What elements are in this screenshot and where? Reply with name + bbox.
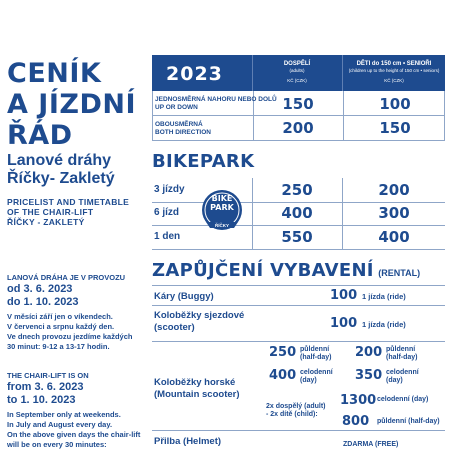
unit-line: (half-day) bbox=[386, 354, 418, 361]
mtb-half-child-price: 200 bbox=[355, 345, 383, 360]
mtb-half-adult-unit bbox=[300, 346, 332, 362]
english-schedule bbox=[7, 371, 149, 450]
mtb-full-child-price: 350 bbox=[355, 368, 383, 383]
schedule-text: 30 minut: 9-12 a 13-17 hodin. bbox=[7, 342, 110, 351]
return-label bbox=[155, 121, 211, 137]
schedule-to: to 1. 10. 2023 bbox=[7, 394, 76, 406]
unit-line: celodenní bbox=[386, 369, 419, 376]
scooter-label-line: Koloběžky sjezdové bbox=[154, 310, 245, 321]
price-table-header bbox=[152, 55, 445, 91]
return-child-price: 150 bbox=[379, 119, 411, 137]
english-title bbox=[7, 197, 129, 227]
family-label-line: 2x dospělý (adult) bbox=[266, 403, 326, 410]
buggy-price: 100 bbox=[330, 288, 358, 303]
one-way-label-line: UP OR DOWN bbox=[155, 104, 198, 111]
rental-table bbox=[152, 285, 445, 450]
bikepark-logo-text bbox=[196, 194, 248, 212]
bikepark-row-label: 1 den bbox=[154, 231, 181, 242]
return-label-line: OBOUSMĚRNÁ bbox=[155, 121, 203, 128]
row-divider bbox=[152, 305, 445, 306]
buggy-label: Káry (Buggy) bbox=[154, 291, 214, 302]
bikepark-row-label: 6 jízd bbox=[154, 207, 180, 218]
buggy-unit: 1 jízda (ride) bbox=[362, 292, 406, 301]
child-column-currency: KČ (CZK) bbox=[384, 78, 404, 83]
czech-schedule bbox=[7, 273, 147, 352]
unit-line: celodenní bbox=[300, 369, 333, 376]
logo-line: BIKE bbox=[211, 194, 233, 203]
unit-line: půldenní bbox=[386, 346, 416, 353]
helmet-label: Přilba (Helmet) bbox=[154, 436, 222, 447]
subtitle-line: Lanové dráhy bbox=[7, 152, 112, 169]
one-way-label-line: JEDNOSMĚRNÁ NAHORU NEBO DOLŮ bbox=[155, 96, 277, 103]
mtb-half-adult-price: 250 bbox=[269, 345, 297, 360]
rental-title bbox=[152, 260, 420, 281]
bikepark-table bbox=[152, 178, 445, 250]
title-line: A JÍZDNÍ bbox=[7, 89, 137, 120]
schedule-text: Ve dnech provozu jezdíme každých bbox=[7, 332, 133, 341]
bikepark-row-label: 3 jízdy bbox=[154, 184, 185, 195]
row-divider bbox=[265, 341, 445, 342]
schedule-heading: LANOVÁ DRÁHA JE V PROVOZU bbox=[7, 273, 126, 282]
mtb-full-child-unit bbox=[386, 369, 419, 385]
unit-line: (half-day) bbox=[300, 354, 332, 361]
logo-line: PARK bbox=[210, 203, 234, 212]
schedule-text: will be on every 30 minutes: bbox=[7, 440, 107, 449]
adult-column-currency: KČ (CZK) bbox=[287, 78, 307, 83]
english-title-line: PRICELIST AND TIMETABLE bbox=[7, 197, 130, 207]
scooter-unit: 1 jízda (ride) bbox=[362, 320, 406, 329]
schedule-from: from 3. 6. 2023 bbox=[7, 381, 84, 393]
adult-column-header bbox=[252, 61, 342, 84]
title-line: CENÍK bbox=[7, 58, 102, 89]
rental-title-note: (RENTAL) bbox=[378, 268, 421, 278]
scooter-price: 100 bbox=[330, 316, 358, 331]
subtitle bbox=[7, 152, 115, 188]
unit-line: (day) bbox=[386, 377, 403, 384]
schedule-heading: THE CHAIR-LIFT IS ON bbox=[7, 371, 89, 380]
return-adult-price: 200 bbox=[282, 119, 314, 137]
price-table-body bbox=[152, 91, 445, 141]
row-divider bbox=[152, 430, 445, 431]
one-way-child-price: 100 bbox=[379, 95, 411, 113]
scooter-label bbox=[154, 310, 244, 334]
row-divider bbox=[152, 249, 445, 250]
bikepark-adult-price: 250 bbox=[281, 181, 313, 199]
subtitle-line: Říčky- Zakletý bbox=[7, 170, 115, 187]
schedule-text: On the above given days the chair-lift bbox=[7, 430, 141, 439]
mountain-scooter-label bbox=[154, 377, 240, 401]
bikepark-logo bbox=[196, 186, 248, 238]
mtb-full-adult-price: 400 bbox=[269, 368, 297, 383]
bikepark-child-price: 400 bbox=[378, 228, 410, 246]
mtb-half-child-unit bbox=[386, 346, 418, 362]
bikepark-logo-place: ŘÍČKY bbox=[214, 223, 229, 228]
bikepark-adult-price: 550 bbox=[281, 228, 313, 246]
mountain-scooter-label-line: (Mountain scooter) bbox=[154, 389, 240, 400]
helmet-price: ZDARMA (FREE) bbox=[343, 441, 399, 448]
bikepark-title: BIKEPARK bbox=[152, 151, 255, 172]
family-half-unit: půldenní (half-day) bbox=[377, 418, 440, 425]
english-title-line: OF THE CHAIR-LIFT bbox=[7, 207, 94, 217]
family-half-price: 800 bbox=[342, 414, 370, 429]
bikepark-adult-price: 400 bbox=[281, 204, 313, 222]
child-column-header bbox=[343, 61, 445, 84]
family-full-unit: celodenní (day) bbox=[377, 396, 429, 403]
one-way-adult-price: 150 bbox=[282, 95, 314, 113]
schedule-text: V červenci a srpnu každý den. bbox=[7, 322, 115, 331]
family-label-line: - 2x dítě (child): bbox=[266, 411, 318, 418]
schedule-text: In July and August every day. bbox=[7, 420, 113, 429]
schedule-to: do 1. 10. 2023 bbox=[7, 296, 79, 308]
year-label: 2023 bbox=[166, 63, 223, 85]
scooter-label-line: (scooter) bbox=[154, 322, 195, 333]
return-label-line: BOTH DIRECTION bbox=[155, 129, 211, 136]
bikepark-child-price: 300 bbox=[378, 204, 410, 222]
child-column-title: DĚTI do 150 cm • SENIOŘI bbox=[356, 61, 432, 67]
family-full-price: 1300 bbox=[340, 393, 377, 408]
bikepark-child-price: 200 bbox=[378, 181, 410, 199]
schedule-from: od 3. 6. 2023 bbox=[7, 283, 73, 295]
row-divider bbox=[152, 285, 445, 286]
child-column-subtitle: (children up to the height of 150 cm • seniors) bbox=[348, 68, 440, 73]
title-line: ŘÁD bbox=[7, 120, 73, 151]
mtb-full-adult-unit bbox=[300, 369, 333, 385]
row-divider bbox=[153, 115, 444, 116]
family-label bbox=[266, 403, 326, 419]
english-title-line: ŘÍČKY - ZAKLETÝ bbox=[7, 217, 85, 227]
rental-title-text: ZAPŮJČENÍ VYBAVENÍ bbox=[152, 260, 374, 281]
adult-column-subtitle: (adults) bbox=[289, 68, 305, 73]
page-title bbox=[7, 58, 136, 151]
adult-column-title: DOSPĚLÍ bbox=[283, 61, 311, 67]
mountain-scooter-label-line: Koloběžky horské bbox=[154, 377, 236, 388]
unit-line: (day) bbox=[300, 377, 317, 384]
schedule-text: V měsíci září jen o víkendech. bbox=[7, 312, 113, 321]
unit-line: půldenní bbox=[300, 346, 330, 353]
schedule-text: In September only at weekends. bbox=[7, 410, 121, 419]
